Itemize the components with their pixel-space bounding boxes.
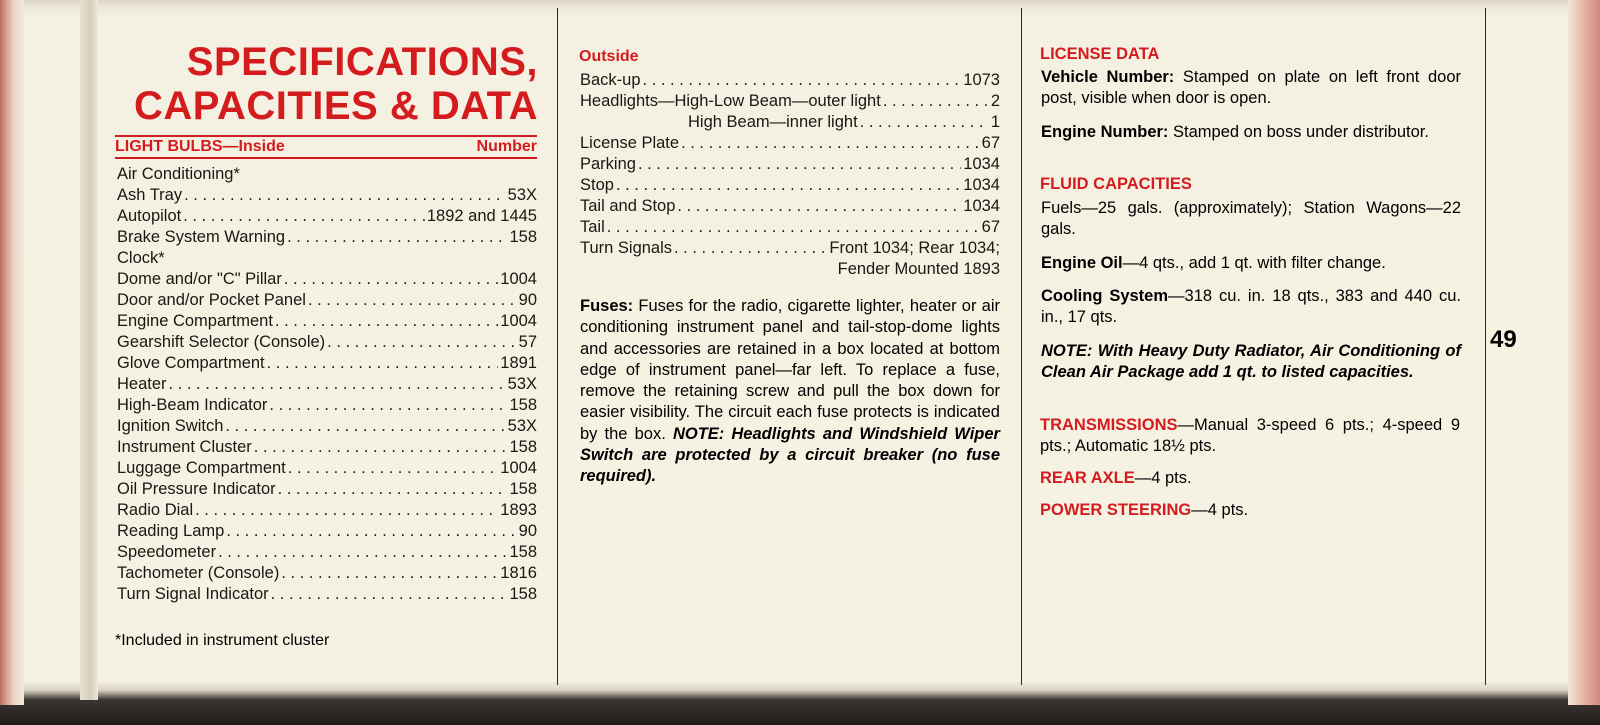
list-item	[117, 248, 537, 269]
item-value: 1034	[963, 155, 1000, 173]
vehicle-number-label: Vehicle Number:	[1041, 68, 1175, 86]
rear-axle-paragraph	[1040, 468, 1460, 489]
leader-dots	[288, 458, 499, 479]
item-label: Gearshift Selector (Console)	[117, 333, 326, 351]
leader-dots	[271, 584, 508, 605]
item-value: 90	[518, 291, 537, 309]
leader-dots	[860, 112, 989, 133]
light-bulbs-header	[115, 135, 537, 159]
list-item	[117, 311, 537, 332]
power-steering-paragraph	[1040, 500, 1460, 521]
title-line-2: CAPACITIES & DATA	[133, 84, 538, 128]
item-value: 67	[981, 218, 1000, 236]
item-value: 1034	[963, 176, 1000, 194]
item-value: 1034	[963, 197, 1000, 215]
leader-dots	[638, 154, 961, 175]
transmissions-label: TRANSMISSIONS	[1040, 416, 1178, 434]
page-gutter	[80, 0, 98, 700]
page-title	[112, 40, 538, 128]
cooling-system-paragraph	[1041, 286, 1461, 329]
item-value: 57	[518, 333, 537, 351]
list-item	[117, 206, 537, 227]
engine-number-label: Engine Number:	[1041, 123, 1169, 141]
list-item	[117, 395, 537, 416]
item-label: High Beam—inner light	[688, 113, 858, 131]
list-item	[580, 133, 1000, 154]
item-label: Air Conditioning*	[117, 165, 240, 183]
leader-dots	[218, 542, 507, 563]
list-item	[580, 238, 1000, 259]
leader-dots	[616, 175, 961, 196]
leader-dots	[284, 269, 498, 290]
item-label: Stop	[580, 176, 614, 194]
fuses-note: NOTE: Headlights and Windshield Wiper Switch are protected by a circuit breaker (no fuse required).	[580, 424, 1000, 486]
list-item	[117, 521, 537, 542]
item-label: Back-up	[580, 71, 641, 89]
column-divider	[1021, 8, 1022, 685]
item-value: 1	[990, 113, 1000, 131]
item-label: Door and/or Pocket Panel	[117, 291, 306, 309]
item-value: 90	[518, 522, 537, 540]
inside-bulb-list	[117, 164, 537, 605]
leader-dots	[883, 91, 989, 112]
leader-dots	[267, 353, 499, 374]
fuses-label: Fuses:	[580, 297, 634, 315]
item-value: 1073	[963, 71, 1000, 89]
number-column-header: Number	[476, 138, 537, 155]
list-item	[117, 416, 537, 437]
rear-axle-text: —4 pts.	[1134, 469, 1192, 487]
leader-dots	[643, 70, 962, 91]
item-label: Autopilot	[117, 207, 182, 225]
item-value: 1004	[500, 312, 537, 330]
item-value: 1893	[500, 501, 537, 519]
list-item	[117, 479, 537, 500]
list-item	[580, 196, 1000, 217]
list-item	[117, 500, 537, 521]
engine-oil-text: —4 qts., add 1 qt. with filter change.	[1122, 254, 1386, 272]
item-value: 67	[981, 134, 1000, 152]
item-label: Engine Compartment	[117, 312, 273, 330]
leader-dots	[275, 311, 498, 332]
item-label: Oil Pressure Indicator	[117, 480, 276, 498]
fuels-paragraph: Fuels—25 gals. (approximately); Station Wagons—22 gals.	[1041, 199, 1461, 239]
list-item	[117, 584, 537, 605]
light-bulbs-heading: LIGHT BULBS—Inside	[115, 138, 285, 155]
item-value: 1004	[500, 459, 537, 477]
item-label: Ash Tray	[117, 186, 183, 204]
list-item	[117, 437, 537, 458]
leader-dots	[195, 500, 498, 521]
footnote: *Included in instrument cluster	[115, 632, 330, 649]
engine-oil-paragraph	[1041, 253, 1461, 274]
list-item	[580, 259, 1000, 280]
list-item	[117, 185, 537, 206]
item-label: Radio Dial	[117, 501, 194, 519]
item-value: 158	[509, 585, 537, 603]
cooling-system-text: —318 cu. in. 18 qts., 383 and 440 cu. in., 17 qts.	[1041, 287, 1461, 327]
leader-dots	[269, 395, 507, 416]
item-value: 2	[990, 92, 1000, 110]
list-item	[117, 164, 537, 185]
title-line-1: SPECIFICATIONS,	[186, 40, 538, 84]
item-label: Parking	[580, 155, 636, 173]
page-number: 49	[1490, 326, 1517, 353]
engine-oil-label: Engine Oil	[1041, 254, 1123, 272]
engine-number-paragraph	[1041, 122, 1461, 143]
leader-dots	[308, 290, 517, 311]
list-item	[117, 563, 537, 584]
item-label: Luggage Compartment	[117, 459, 286, 477]
leader-dots	[281, 563, 498, 584]
outside-heading: Outside	[579, 48, 639, 65]
engine-number-text: Stamped on boss under distributor.	[1173, 123, 1429, 141]
fluid-capacities-heading: FLUID CAPACITIES	[1040, 175, 1192, 193]
list-item	[580, 154, 1000, 175]
list-item	[117, 227, 537, 248]
leader-dots	[183, 206, 425, 227]
item-value: 158	[509, 480, 537, 498]
list-item	[117, 374, 537, 395]
item-label: Speedometer	[117, 543, 217, 561]
leader-dots	[169, 374, 506, 395]
item-label: Brake System Warning	[117, 228, 286, 246]
item-value: 158	[509, 543, 537, 561]
column-divider	[557, 8, 558, 685]
item-label: Clock*	[117, 249, 165, 267]
power-steering-text: —4 pts.	[1191, 501, 1249, 519]
item-label: Instrument Cluster	[117, 438, 252, 456]
turn-signals-continuation: Fender Mounted 1893	[837, 260, 1000, 278]
item-value: 158	[509, 438, 537, 456]
item-label: Tail	[580, 218, 605, 236]
item-label: Dome and/or "C" Pillar	[117, 270, 282, 288]
book-edge-right	[1568, 0, 1600, 705]
leader-dots	[254, 437, 508, 458]
list-item	[117, 458, 537, 479]
fuses-paragraph	[580, 296, 1000, 488]
item-label: Glove Compartment	[117, 354, 265, 372]
item-value: Front 1034; Rear 1034;	[829, 239, 1000, 257]
license-data-heading: LICENSE DATA	[1040, 45, 1160, 63]
item-label: Tail and Stop	[580, 197, 676, 215]
cooling-system-label: Cooling System	[1041, 287, 1169, 305]
leader-dots	[278, 479, 508, 500]
fuses-text: Fuses for the radio, cigarette lighter, heater or air conditioning instrument panel and tail-stop-dome lights and accessories are retained in a box located at bottom edge of instrument panel—far left. To replace a fuse, remove the retaining screw and pull the box down for easier visibility. The circuit each fuse protects is indicated by the box.	[580, 297, 1001, 443]
outside-bulb-list	[580, 70, 1000, 280]
item-label: License Plate	[580, 134, 680, 152]
vehicle-number-text: Stamped on plate on left front door post, visible when door is open.	[1041, 68, 1461, 108]
fluid-note: NOTE: With Heavy Duty Radiator, Air Conditioning of Clean Air Package add 1 qt. to listed capacities.	[1041, 342, 1461, 382]
list-item	[580, 91, 1000, 112]
item-label: Turn Signal Indicator	[117, 585, 269, 603]
leader-dots	[287, 227, 507, 248]
column-divider	[1485, 8, 1486, 685]
item-label: High-Beam Indicator	[117, 396, 268, 414]
leader-dots	[184, 185, 506, 206]
list-item	[580, 217, 1000, 238]
item-value: 53X	[507, 186, 537, 204]
list-item	[580, 70, 1000, 91]
item-value: 53X	[507, 375, 537, 393]
item-value: 1891	[500, 354, 537, 372]
item-value: 53X	[507, 417, 537, 435]
item-value: 1892 and 1445	[426, 207, 537, 225]
item-value: 158	[509, 396, 537, 414]
item-value: 1816	[500, 564, 537, 582]
list-item	[117, 353, 537, 374]
leader-dots	[226, 521, 516, 542]
item-label: Reading Lamp	[117, 522, 225, 540]
item-value: 158	[509, 228, 537, 246]
leader-dots	[327, 332, 516, 353]
leader-dots	[681, 133, 980, 154]
list-item	[117, 542, 537, 563]
item-value: 1004	[500, 270, 537, 288]
list-item	[117, 269, 537, 290]
book-spine-left	[0, 0, 24, 705]
transmissions-paragraph	[1040, 415, 1460, 458]
list-item	[117, 290, 537, 311]
power-steering-label: POWER STEERING	[1040, 501, 1192, 519]
leader-dots	[674, 238, 827, 259]
vehicle-number-paragraph	[1041, 67, 1461, 110]
list-item	[580, 112, 1000, 133]
item-label: Heater	[117, 375, 167, 393]
item-label: Ignition Switch	[117, 417, 224, 435]
rear-axle-label: REAR AXLE	[1040, 469, 1135, 487]
item-label: Tachometer (Console)	[117, 564, 280, 582]
list-item	[117, 332, 537, 353]
leader-dots	[677, 196, 961, 217]
item-label: Turn Signals	[580, 239, 673, 257]
transmissions-text: —Manual 3-speed 6 pts.; 4-speed 9 pts.; Automatic 18½ pts.	[1040, 416, 1460, 456]
leader-dots	[607, 217, 980, 238]
item-label: Headlights—High-Low Beam—outer light	[580, 92, 881, 110]
leader-dots	[225, 416, 505, 437]
list-item	[580, 175, 1000, 196]
